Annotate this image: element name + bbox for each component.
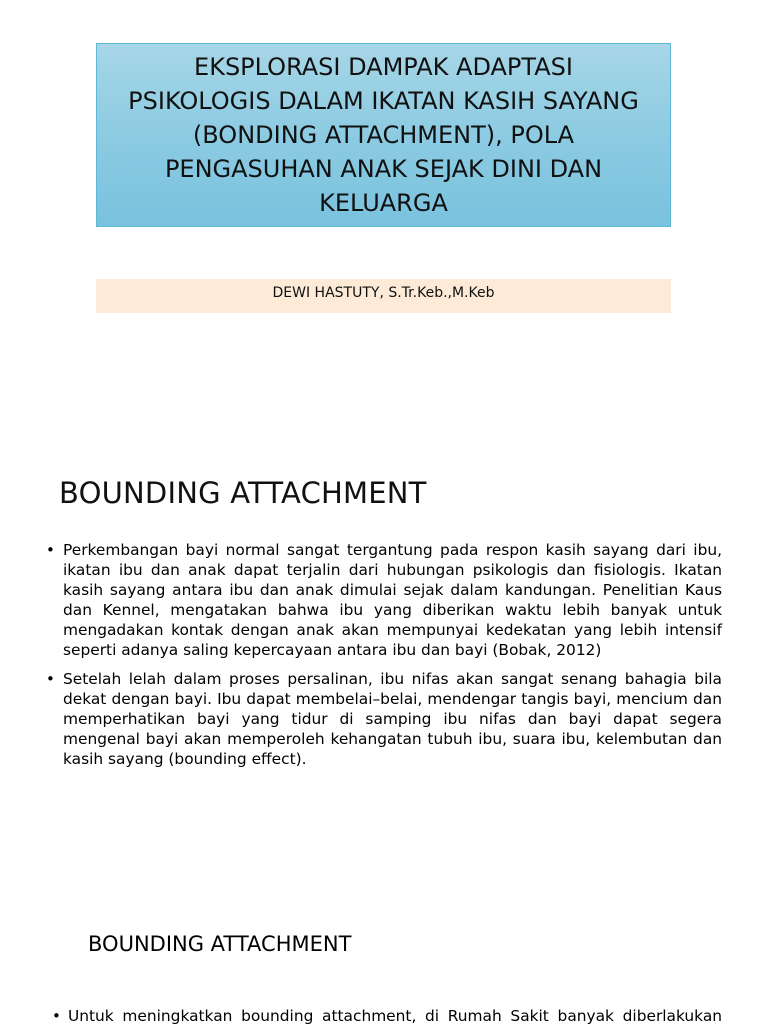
list-item	[52, 1006, 722, 1026]
bullet-list	[46, 540, 722, 778]
bullet-icon: •	[52, 1007, 61, 1025]
section-heading-2: BOUNDING ATTACHMENT	[88, 932, 352, 956]
list-item	[46, 540, 722, 660]
title-line: KELUARGA	[319, 189, 448, 217]
title-line: EKSPLORASI DAMPAK ADAPTASI	[194, 53, 573, 81]
bullet-icon: •	[46, 670, 55, 688]
bullet-text: Untuk meningkatkan bounding attachment, di Rumah Sakit banyak diberlakukan	[68, 1007, 722, 1025]
bullet-icon: •	[46, 541, 55, 559]
author-name: DEWI HASTUTY, S.Tr.Keb.,M.Keb	[272, 285, 495, 301]
title-line: PSIKOLOGIS DALAM IKATAN KASIH SAYANG	[128, 87, 639, 115]
title-box	[96, 43, 671, 227]
title-line: (BONDING ATTACHMENT), POLA	[192, 121, 575, 149]
section-heading: BOUNDING ATTACHMENT	[59, 476, 427, 510]
title-line: PENGASUHAN ANAK SEJAK DINI DAN	[164, 155, 603, 183]
bullet-text: Setelah lelah dalam proses persalinan, ibu nifas akan sangat senang bahagia bila dekat dengan bayi. Ibu dapat membelai–belai, mendengar tangis bayi, mencium dan memperhatikan bayi yang tidur di samping ibu nifas dan bayi dapat segera mengenal bayi akan memperoleh kehangatan tubuh ibu, suara ibu, kelembutan dan kasih sayang (bounding effect).	[63, 670, 722, 768]
list-item	[46, 669, 722, 769]
author-box	[96, 279, 671, 313]
bullet-list-2	[52, 1006, 722, 1026]
bullet-text: Perkembangan bayi normal sangat tergantung pada respon kasih sayang dari ibu, ikatan ibu dan anak dapat terjalin dari hubungan psikologis dan fisiologis. Ikatan kasih sayang antara ibu dan anak dimulai sejak dalam kandungan. Penelitian Kaus dan Kennel, mengatakan bahwa ibu yang diberikan waktu lebih banyak untuk mengadakan kontak dengan anak akan mempunyai kedekatan yang lebih intensif seperti adanya saling kepercayaan antara ibu dan bayi (Bobak, 2012)	[63, 541, 722, 659]
presentation-title	[128, 50, 639, 220]
